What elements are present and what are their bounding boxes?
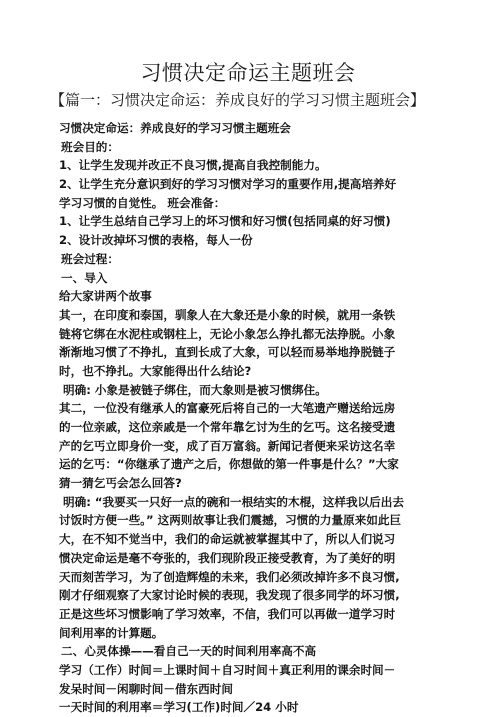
text-line: 惯决定命运是毫不夸张的，我们现阶段正接受教育，为了美好的明 xyxy=(59,550,396,565)
text-line: 刚才仔细观察了大家讨论时候的表现，我发现了很多同学的坏习惯, xyxy=(59,588,400,603)
text-line: 的一位亲戚，这位亲戚是一个常年靠乞讨为生的乞丐。这名接受遗 xyxy=(59,420,396,434)
text-line: 一天时间的利用率＝学习(工作)时间／24 小时 xyxy=(59,700,299,715)
text-line: 班会过程： xyxy=(61,251,119,266)
text-line: 渐渐地习惯了不挣扎，直到长成了大象，可以轻而易举地挣脱链子 xyxy=(59,345,396,360)
page-title: 习惯决定命运主题班会 xyxy=(140,61,356,85)
text-line: 大，在不知不觉当中，我们的命运就被掌握其中了，所以人们说习 xyxy=(59,532,396,547)
text-line: 学习（工作）时间＝上课时间＋自习时间＋真正利用的课余时间－ xyxy=(59,662,396,677)
text-line: 2、让学生充分意识到好的学习习惯对学习的重要作用,提高培养好 xyxy=(59,177,397,192)
text-line: 习惯决定命运：养成良好的学习习惯主题班会 xyxy=(59,121,291,135)
text-line: 间利用率的计算题。 xyxy=(59,625,164,640)
text-line: 其二，一位没有继承人的富豪死后将自己的一大笔遗产赠送给远房 xyxy=(59,401,396,416)
text-line: 天而刻苦学习，为了创造辉煌的未来，我们必须改掉许多不良习惯, xyxy=(59,569,400,584)
text-line: 给大家讲两个故事 xyxy=(59,289,152,304)
text-line: 明确: 小象是被链子绑住，而大象则是被习惯绑住。 xyxy=(63,382,327,397)
text-line: 运的乞丐：“你继承了遗产之后，你想做的第一件事是什么？”大家 xyxy=(59,457,399,472)
text-line: 2、设计改掉坏习惯的表格，每人一份 xyxy=(59,233,253,248)
document-body xyxy=(59,119,469,717)
text-line: 猜一猜乞丐会怎么回答? xyxy=(59,476,182,491)
text-line: 正是这些坏习惯影响了学习效率，不信，我们可以再做一道学习时 xyxy=(59,606,396,621)
text-line: 时，也不挣扎。大家能得出什么结论? xyxy=(59,363,252,378)
text-line: 讨饭时方便一些。” 这两则故事让我们震撼，习惯的力量原来如此巨 xyxy=(59,513,402,528)
text-line: 明确: “我要买一只好一点的碗和一根结实的木棍，这样我以后出去 xyxy=(63,494,404,509)
text-line: 1、让学生发现并改正不良习惯,提高自我控制能力。 xyxy=(59,158,327,173)
page-subtitle: 【篇一：习惯决定命运：养成良好的学习习惯主题班会】 xyxy=(50,91,426,109)
text-line: 班会目的： xyxy=(61,139,119,154)
text-line: 其一，在印度和泰国，驯象人在大象还是小象的时候，就用一条铁 xyxy=(59,307,396,322)
text-line: 学习习惯的自觉性。 班会准备： xyxy=(59,195,226,210)
text-line: 一、导入 xyxy=(61,270,108,285)
text-line: 链将它绑在水泥柱或钢柱上，无论小象怎么挣扎都无法挣脱。小象 xyxy=(59,326,396,341)
text-line: 二、心灵体操——看自己一天的时间利用率高不高 xyxy=(61,644,317,659)
text-line: 1、让学生总结自己学习上的坏习惯和好习惯(包括同桌的好习惯) xyxy=(59,214,391,229)
text-line: 发呆时间－闲聊时间－借东西时间 xyxy=(59,681,233,696)
text-line: 产的乞丐立即身价一变，成了百万富翁。新闻记者便来采访这名幸 xyxy=(59,438,396,453)
